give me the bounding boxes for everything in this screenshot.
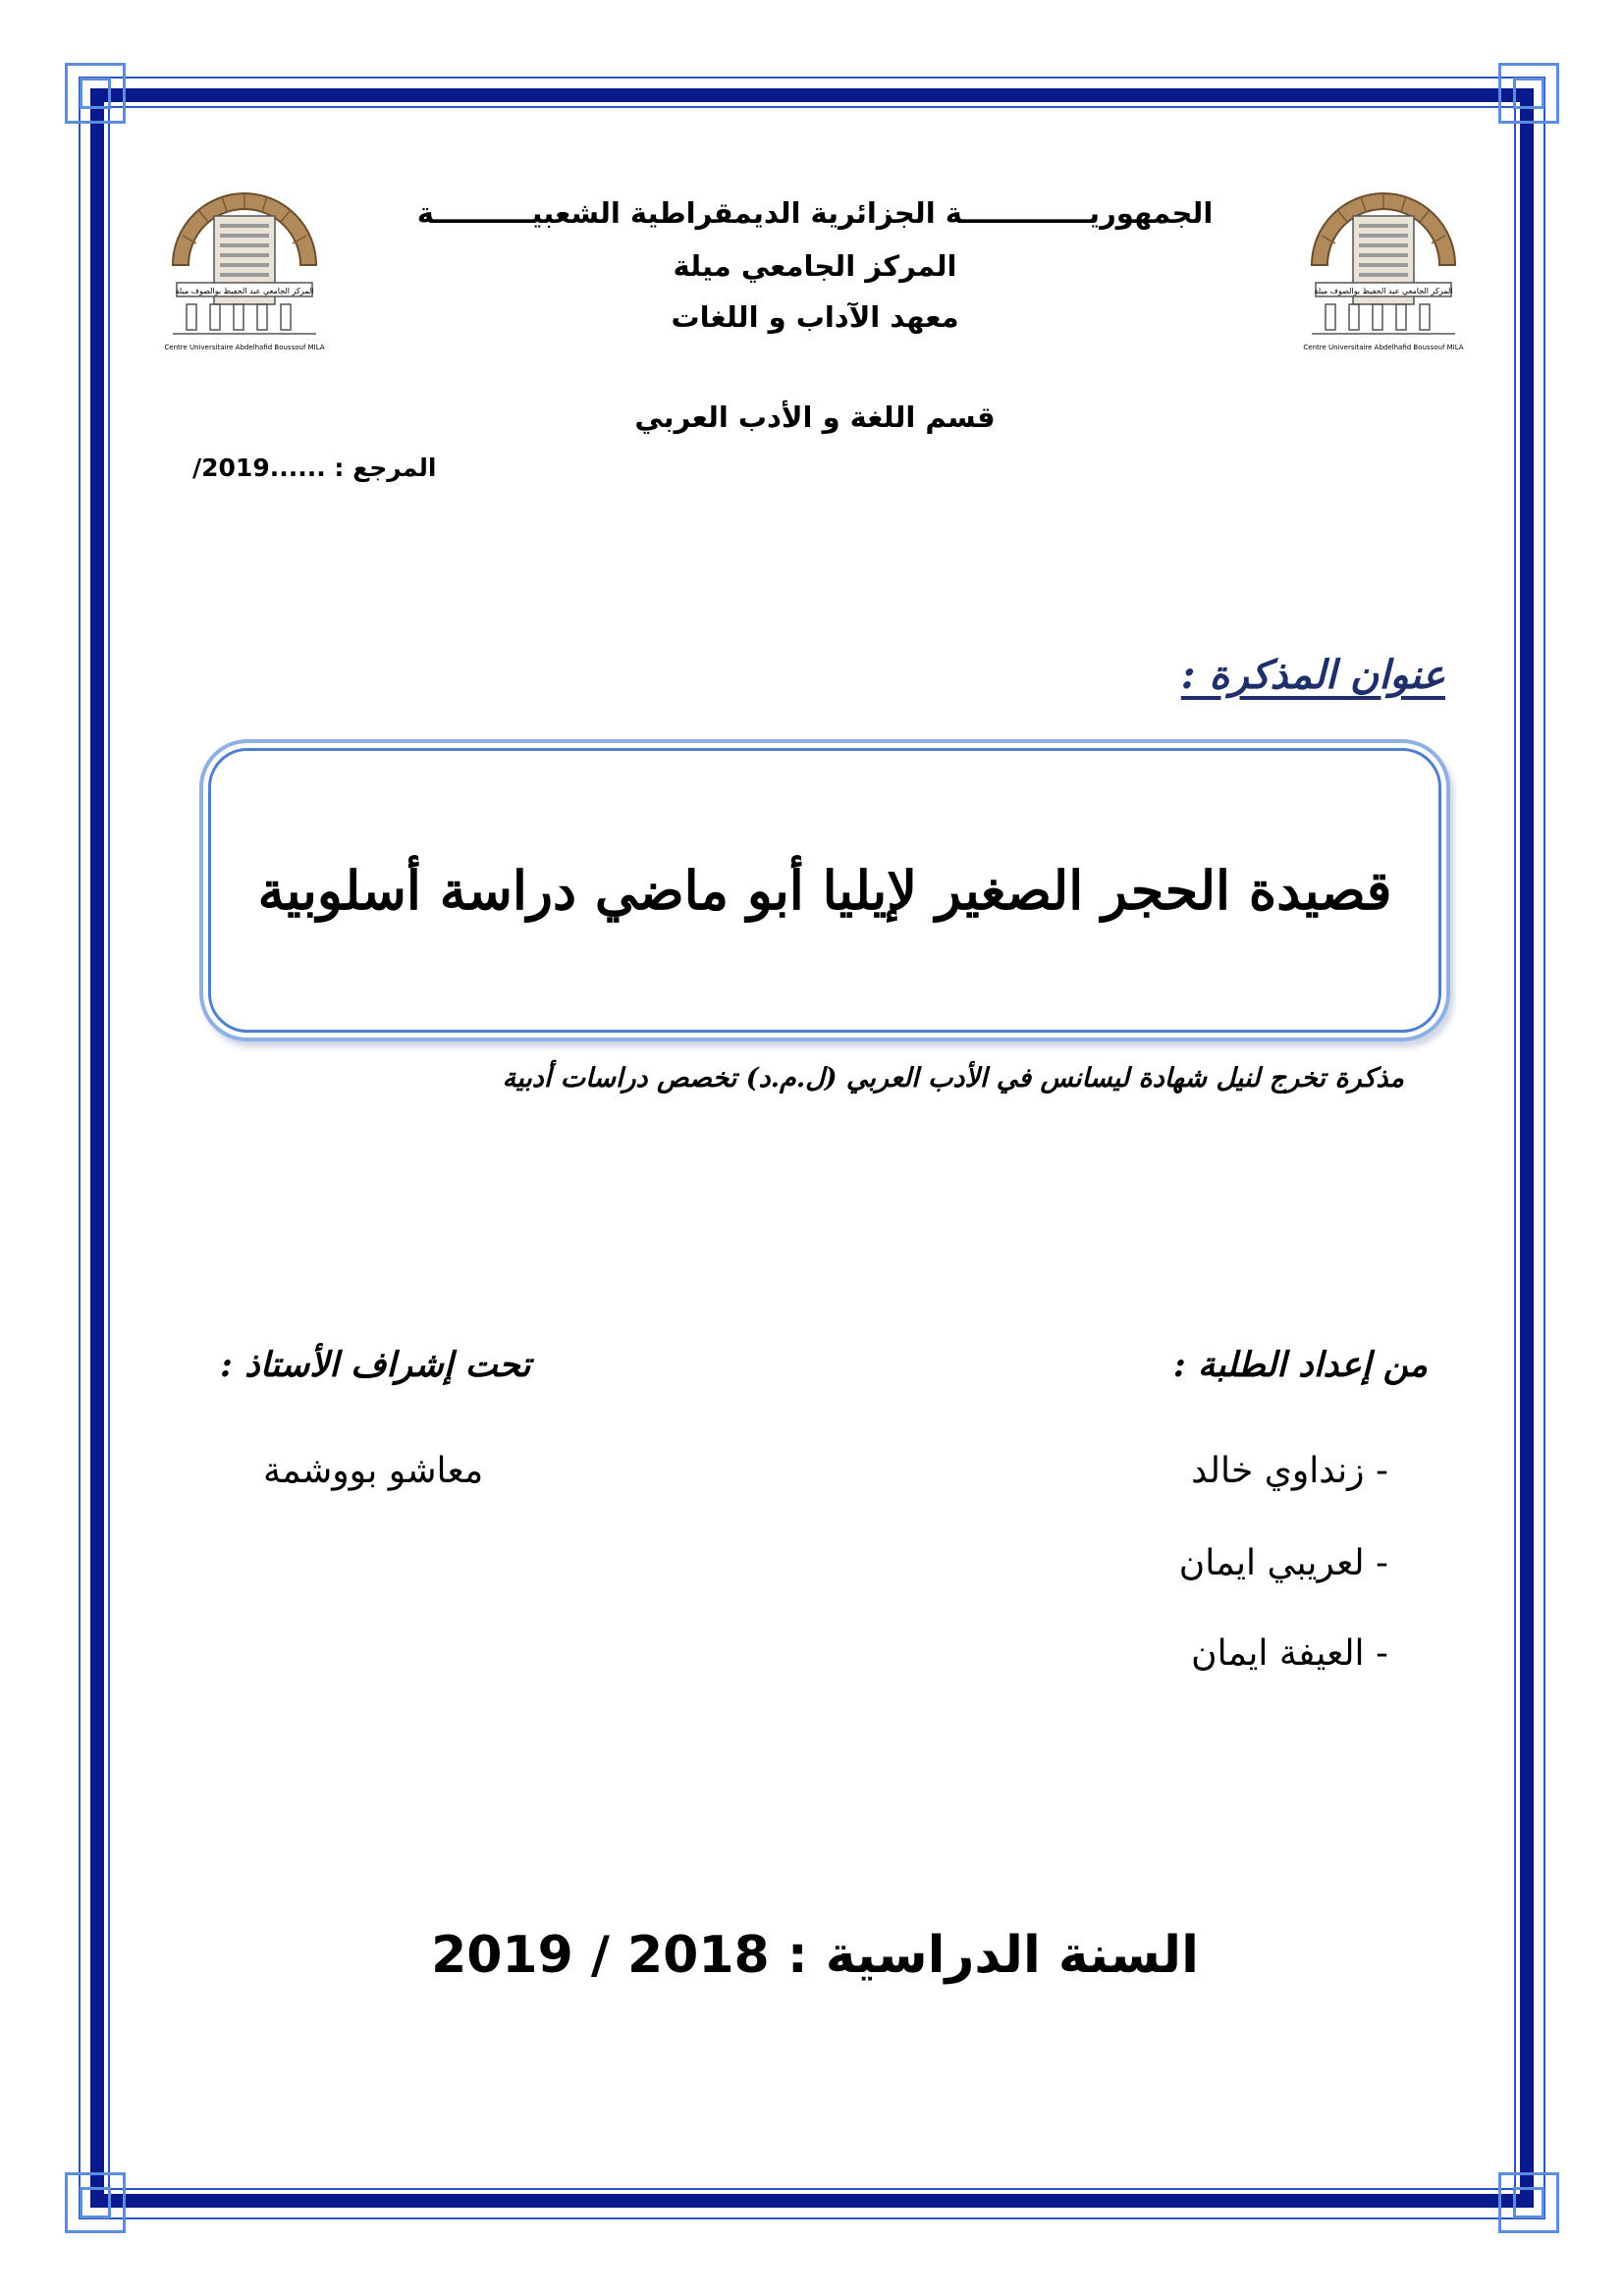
logo-banner-text-right: المركز الجامعي عبد الحفيظ بوالصوف ميلة <box>1314 287 1453 295</box>
student-name: - لعريبي ايمان <box>1178 1543 1388 1583</box>
institute-heading: معهد الآداب و اللغات <box>671 300 959 334</box>
memo-title-heading <box>1181 652 1445 698</box>
corner-ornament-bottom-right <box>1498 2172 1559 2233</box>
supervisor-name: معاشو بووشمة <box>263 1451 484 1491</box>
logo-caption-right: Centre Universitaire Abdelhafid Boussouf MILA <box>1303 344 1464 351</box>
title-box <box>208 748 1441 1033</box>
republic-heading: الجمهوريـــــــــــــة الجزائرية الديمقراطية الشعبيــــــــــة <box>416 196 1214 230</box>
memo-title: قصيدة الحجر الصغير لإيليا أبو ماضي دراسة أسلوبية <box>257 858 1392 922</box>
memo-subtitle: مذكرة تخرج لنيل شهادة ليسانس في الأدب العربي (ل.م.د) تخصص دراسات أدبية <box>502 1063 1404 1094</box>
academic-year: السنة الدراسية : 2018 / 2019 <box>431 1926 1199 1985</box>
corner-ornament-top-right <box>1498 63 1559 124</box>
university-logo-right <box>1292 157 1475 353</box>
logo-caption-left: Centre Universitaire Abdelhafid Boussouf MILA <box>164 344 325 351</box>
supervisor-heading: تحت إشراف الأستاذ : <box>220 1345 531 1385</box>
corner-ornament-top-left <box>65 63 126 124</box>
university-center-heading: المركز الجامعي ميلة <box>673 249 957 283</box>
students-heading: من إعداد الطلبة : <box>1172 1345 1428 1385</box>
department-heading: قسم اللغة و الأدب العربي <box>634 400 996 434</box>
university-logo-left <box>153 157 336 353</box>
reference-number: المرجع : ......2019/ <box>192 454 437 482</box>
student-name: - زنداوي خالد <box>1191 1451 1388 1491</box>
logo-banner-text-left: المركز الجامعي عبد الحفيظ بوالصوف ميلة <box>175 287 314 295</box>
student-name: - العيفة ايمان <box>1191 1633 1388 1674</box>
memo-title-heading-text: عنوان المذكرة : <box>1180 652 1445 698</box>
corner-ornament-bottom-left <box>65 2172 126 2233</box>
